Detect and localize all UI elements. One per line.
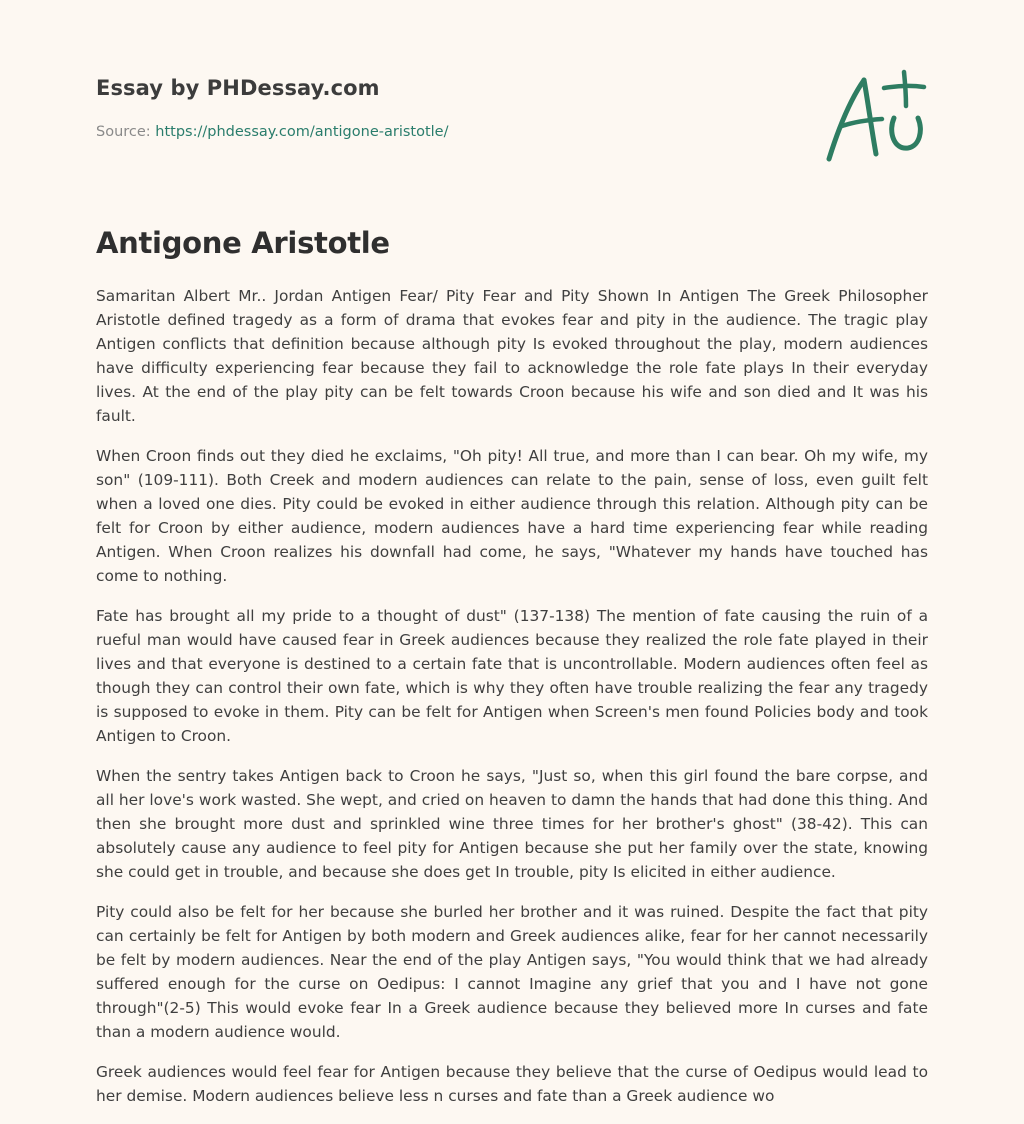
- essay-paragraph: Pity could also be felt for her because she burled her brother and it was ruined. Despite the fact that pity can certainly be felt for Antigen by both modern and Greek audiences alike, fear for her cannot necessarily be felt by modern audiences. Near the end of the play Antigen says, "You would think that we had already suffered enough for the curse on Oedipus: I cannot Imagine any grief that you and I have not gone through"(2-5) This would evoke fear In a Greek audience because they believed more In curses and fate than a modern audience would.: [96, 903, 928, 1041]
- essay-paragraph: Samaritan Albert Mr.. Jordan Antigen Fear/ Pity Fear and Pity Shown In Antigen The Greek Philosopher Aristotle defined tragedy as a form of drama that evokes fear and pity in the audience. The tragic play Antigen conflicts that definition because although pity Is evoked throughout the play, modern audiences have difficulty experiencing fear because they fail to acknowledge the role fate plays In their everyday lives. At the end of the play pity can be felt towards Croon because his wife and son died and It was his fault.: [96, 287, 928, 425]
- a-plus-logo-icon: [824, 68, 928, 164]
- essay-paragraph: Greek audiences would feel fear for Antigen because they believe that the curse of Oedipus would lead to her demise. Modern audiences believe less n curses and fate than a Greek audience wo: [96, 1063, 928, 1105]
- essay-paragraph: When the sentry takes Antigen back to Croon he says, "Just so, when this girl found the bare corpse, and all her love's work wasted. She wept, and cried on heaven to damn the hands that had done this thing. And then she brought more dust and sprinkled wine three times for her brother's ghost" (38-42). This can absolutely cause any audience to feel pity for Antigen because she put her family over the state, knowing she could get in trouble, and because she does get In trouble, pity Is elicited in either audience.: [96, 767, 928, 881]
- essay-paragraph: When Croon finds out they died he exclaims, "Oh pity! All true, and more than I can bear. Oh my wife, my son" (109-111). Both Creek and modern audiences can relate to the pain, sense of loss, even guilt felt when a loved one dies. Pity could be evoked in either audience through this relation. Although pity can be felt for Croon by either audience, modern audiences have a hard time experiencing fear while reading Antigen. When Croon realizes his downfall had come, he says, "Whatever my hands have touched has come to nothing.: [96, 447, 928, 585]
- essay-paragraph: Fate has brought all my pride to a thought of dust" (137-138) The mention of fate causing the ruin of a rueful man would have caused fear in Greek audiences because they realized the role fate played in their lives and that everyone is destined to a certain fate that is uncontrollable. Modern audiences often feel as though they can control their own fate, which is why they often have trouble realizing the fear any tragedy is supposed to evoke in them. Pity can be felt for Antigen when Screen's men found Policies body and took Antigen to Croon.: [96, 607, 928, 745]
- source-label: Source:: [96, 124, 151, 140]
- source-line: [96, 124, 448, 140]
- site-title: Essay by PHDessay.com: [96, 76, 380, 100]
- essay-title: Antigone Aristotle: [96, 226, 390, 260]
- essay-body: [96, 284, 928, 1124]
- source-link[interactable]: https://phdessay.com/antigone-aristotle/: [155, 124, 449, 140]
